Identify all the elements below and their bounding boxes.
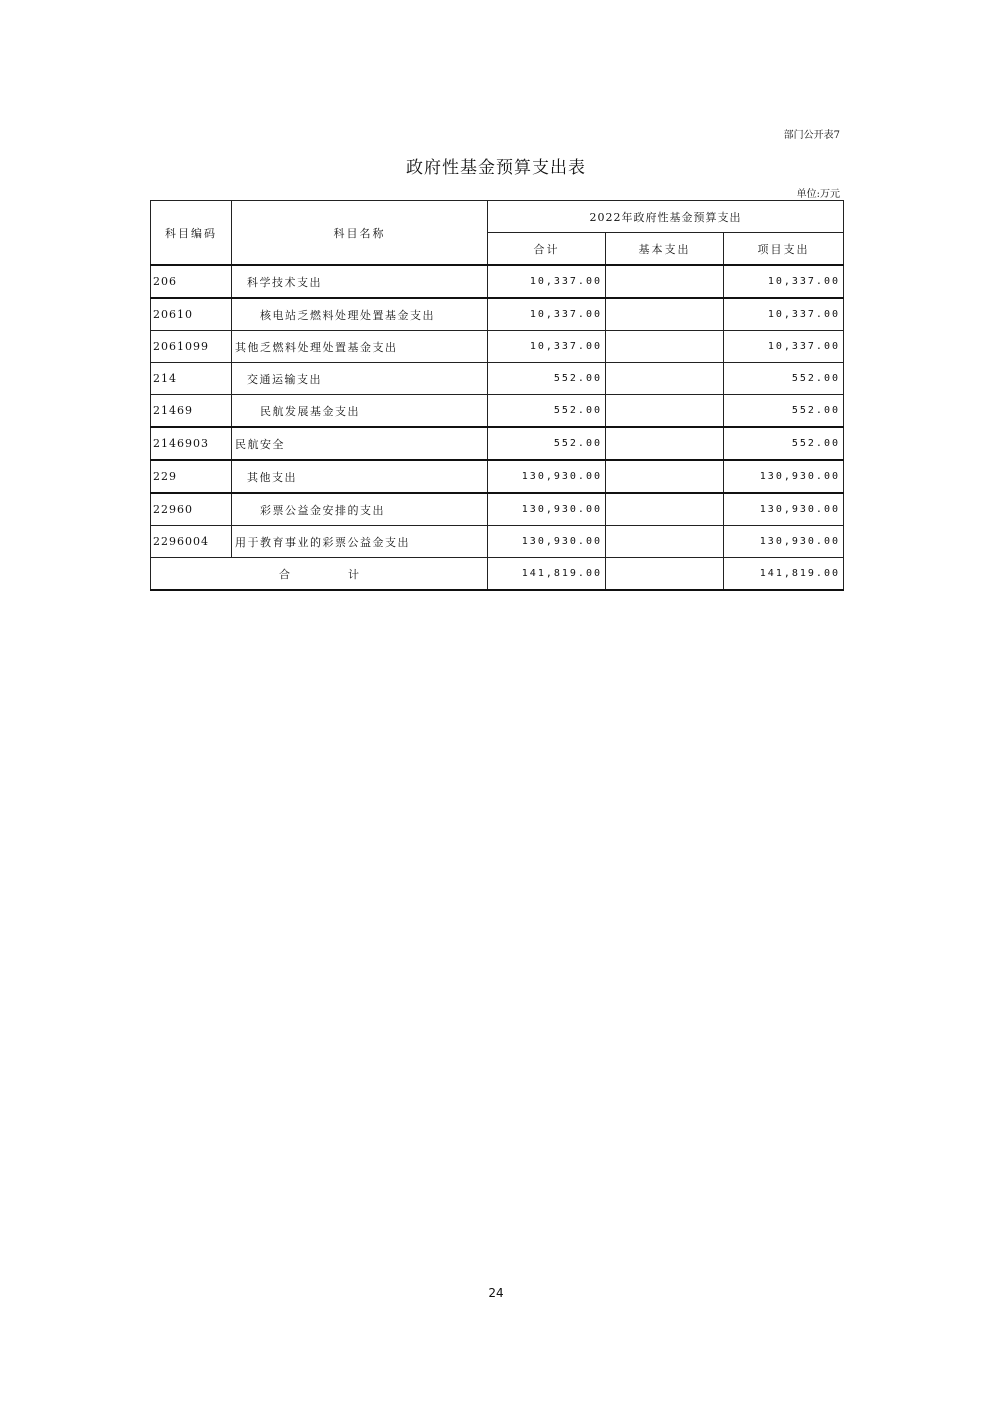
row-code: 21469 [151, 395, 232, 428]
header-project: 项目支出 [724, 233, 844, 266]
row-name: 其他乏燃料处理处置基金支出 [232, 331, 488, 363]
header-group: 2022年政府性基金预算支出 [488, 201, 844, 233]
table-row [151, 298, 844, 331]
row-name: 科学技术支出 [232, 265, 488, 298]
row-total: 552.00 [488, 427, 606, 460]
row-name: 民航发展基金支出 [232, 395, 488, 428]
row-code: 206 [151, 265, 232, 298]
total-label: 合计 [151, 558, 488, 591]
total-row [151, 558, 844, 591]
page-number: 24 [488, 1286, 504, 1300]
row-total: 130,930.00 [488, 526, 606, 558]
row-name: 核电站乏燃料处理处置基金支出 [232, 298, 488, 331]
header-name: 科目名称 [232, 201, 488, 266]
row-total: 10,337.00 [488, 331, 606, 363]
row-code: 229 [151, 460, 232, 493]
budget-table [150, 200, 844, 591]
table-row [151, 526, 844, 558]
header-total: 合计 [488, 233, 606, 266]
row-project: 10,337.00 [724, 331, 844, 363]
page-title: 政府性基金预算支出表 [406, 158, 586, 178]
table-row [151, 460, 844, 493]
row-total: 10,337.00 [488, 265, 606, 298]
row-project: 552.00 [724, 395, 844, 428]
row-total: 552.00 [488, 363, 606, 395]
table-row [151, 395, 844, 428]
row-code: 2061099 [151, 331, 232, 363]
row-name: 民航安全 [232, 427, 488, 460]
row-total: 10,337.00 [488, 298, 606, 331]
row-name: 彩票公益金安排的支出 [232, 493, 488, 526]
row-project: 130,930.00 [724, 493, 844, 526]
row-basic [606, 427, 724, 460]
row-code: 2146903 [151, 427, 232, 460]
row-project: 130,930.00 [724, 460, 844, 493]
table-row [151, 265, 844, 298]
row-basic [606, 298, 724, 331]
document-code: 部门公开表7 [783, 130, 840, 141]
row-total: 130,930.00 [488, 493, 606, 526]
row-project: 10,337.00 [724, 298, 844, 331]
row-basic [606, 331, 724, 363]
row-code: 20610 [151, 298, 232, 331]
row-basic [606, 265, 724, 298]
row-code: 214 [151, 363, 232, 395]
total-sum: 141,819.00 [488, 558, 606, 591]
row-project: 10,337.00 [724, 265, 844, 298]
row-code: 2296004 [151, 526, 232, 558]
row-basic [606, 395, 724, 428]
row-project: 552.00 [724, 427, 844, 460]
header-code: 科目编码 [151, 201, 232, 266]
header-row-1 [151, 201, 844, 233]
total-basic [606, 558, 724, 591]
row-code: 22960 [151, 493, 232, 526]
total-project: 141,819.00 [724, 558, 844, 591]
row-name: 交通运输支出 [232, 363, 488, 395]
table-row [151, 363, 844, 395]
row-name: 用于教育事业的彩票公益金支出 [232, 526, 488, 558]
row-basic [606, 363, 724, 395]
table-row [151, 493, 844, 526]
row-basic [606, 493, 724, 526]
row-name: 其他支出 [232, 460, 488, 493]
row-basic [606, 460, 724, 493]
row-project: 130,930.00 [724, 526, 844, 558]
table-row [151, 427, 844, 460]
unit-label: 单位:万元 [796, 189, 840, 200]
row-project: 552.00 [724, 363, 844, 395]
row-total: 130,930.00 [488, 460, 606, 493]
table-row [151, 331, 844, 363]
row-basic [606, 526, 724, 558]
row-total: 552.00 [488, 395, 606, 428]
header-basic: 基本支出 [606, 233, 724, 266]
